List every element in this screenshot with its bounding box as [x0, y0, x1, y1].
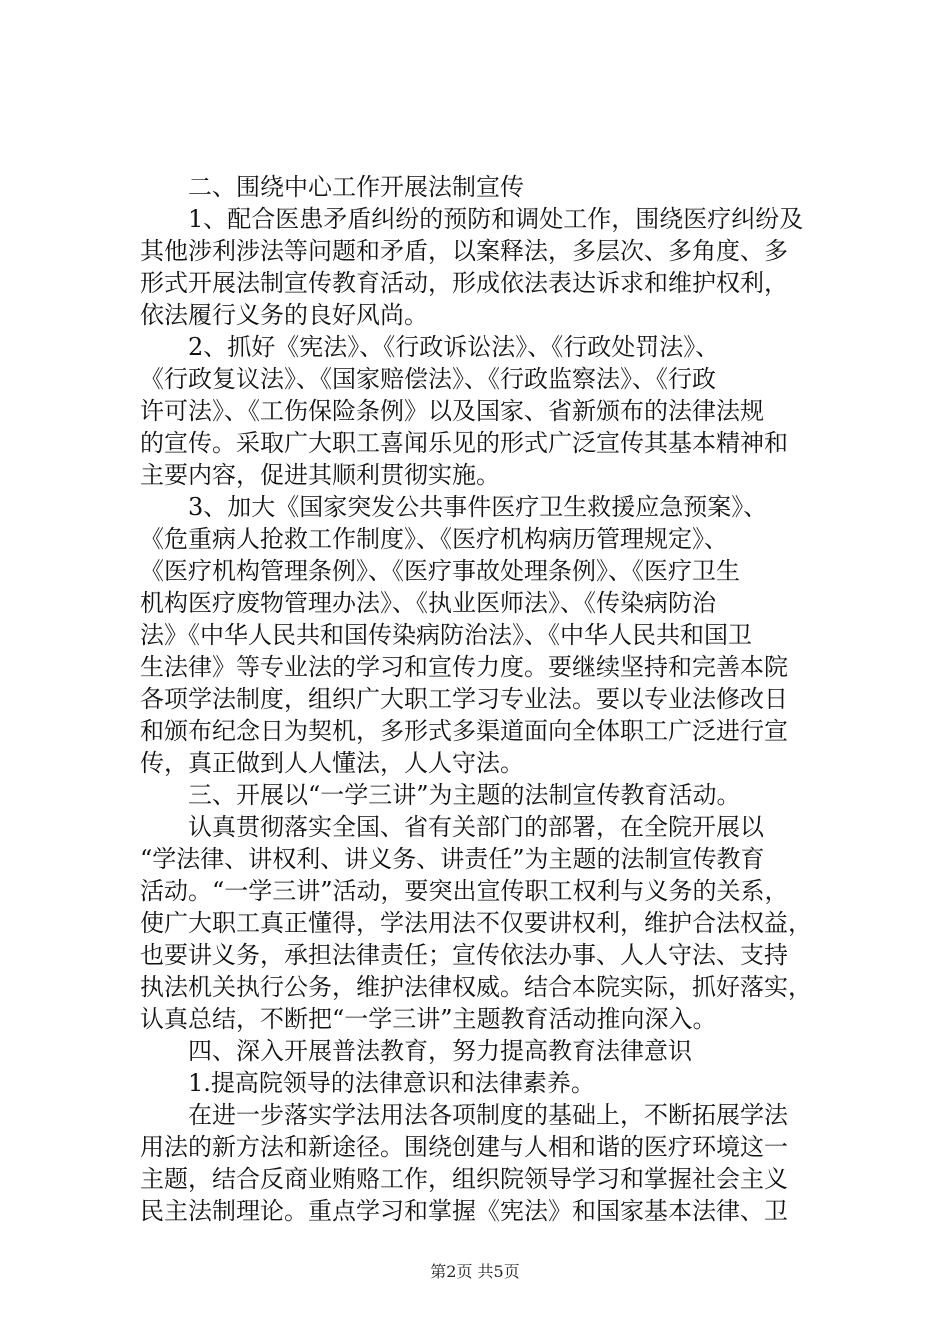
text-line: 依法履行义务的良好风尚。 — [140, 301, 428, 329]
text-line: 使广大职工真正懂得，学法用法不仅要讲权利，维护合法权益， — [140, 909, 812, 937]
text-line: 法》《中华人民共和国传染病防治法》、《中华人民共和国卫 — [140, 621, 752, 649]
text-line: 和颁布纪念日为契机，多形式多渠道面向全体职工广泛进行宣 — [140, 717, 788, 745]
text-line: 执法机关执行公务，维护法律权威。结合本院实际，抓好落实， — [140, 973, 812, 1001]
text-line: 机构医疗废物管理办法》、《执业医师法》、《传染病防治 — [140, 589, 716, 617]
text-line: 1.提高院领导的法律意识和法律素养。 — [140, 1069, 595, 1097]
text-line: 四、深入开展普法教育，努力提高教育法律意识 — [140, 1037, 692, 1065]
text-line: 3、加大《国家突发公共事件医疗卫生救援应急预案》、 — [140, 493, 768, 521]
text-line: 1、配合医患矛盾纠纷的预防和调处工作，围绕医疗纠纷及 — [140, 205, 804, 233]
page-number-label: 第2页 共5页 — [430, 1262, 520, 1281]
text-line: 也要讲义务，承担法律责任；宣传依法办事、人人守法、支持 — [140, 941, 788, 969]
text-line: 各项学法制度，组织广大职工学习专业法。要以专业法修改日 — [140, 685, 788, 713]
text-line: 用法的新方法和新途径。围绕创建与人相和谐的医疗环境这一 — [140, 1133, 788, 1161]
text-line: 《医疗机构管理条例》、《医疗事故处理条例》、《医疗卫生 — [140, 557, 740, 585]
text-line: 许可法》、《工伤保险条例》以及国家、省新颁布的法律法规 — [140, 397, 764, 425]
text-line: 传，真正做到人人懂法，人人守法。 — [140, 749, 524, 777]
document-body — [140, 171, 830, 1227]
text-line: 2、抓好《宪法》、《行政诉讼法》、《行政处罚法》、 — [140, 333, 720, 361]
text-line: 生法律》等专业法的学习和宣传力度。要继续坚持和完善本院 — [140, 653, 788, 681]
text-line: 在进一步落实学法用法各项制度的基础上，不断拓展学法 — [140, 1101, 788, 1129]
text-line: 其他涉利涉法等问题和矛盾，以案释法，多层次、多角度、多 — [140, 237, 788, 265]
text-line: 二、围绕中心工作开展法制宣传 — [140, 173, 524, 201]
text-line: 认真贯彻落实全国、省有关部门的部署，在全院开展以 — [140, 813, 764, 841]
text-line: 的宣传。采取广大职工喜闻乐见的形式广泛宣传其基本精神和 — [140, 429, 788, 457]
text-line: 主题，结合反商业贿赂工作，组织院领导学习和掌握社会主义 — [140, 1165, 788, 1193]
text-line: “学法律、讲权利、讲义务、讲责任”为主题的法制宣传教育 — [140, 845, 765, 873]
text-line: 《危重病人抢救工作制度》、《医疗机构病历管理规定》、 — [140, 525, 728, 553]
text-line: 活动。“一学三讲”活动，要突出宣传职工权利与义务的关系， — [140, 877, 789, 905]
text-line: 主要内容，促进其顺利贯彻实施。 — [140, 461, 500, 489]
text-line: 三、开展以“一学三讲”为主题的法制宣传教育活动。 — [140, 781, 741, 809]
text-line: 形式开展法制宣传教育活动，形成依法表达诉求和维护权利， — [140, 269, 788, 297]
page-footer — [0, 1260, 950, 1284]
text-line: 认真总结，不断把“一学三讲”主题教育活动推向深入。 — [140, 1005, 717, 1033]
text-line: 民主法制理论。重点学习和掌握《宪法》和国家基本法律、卫 — [140, 1197, 788, 1225]
text-line: 《行政复议法》、《国家赔偿法》、《行政监察法》、《行政 — [140, 365, 716, 393]
